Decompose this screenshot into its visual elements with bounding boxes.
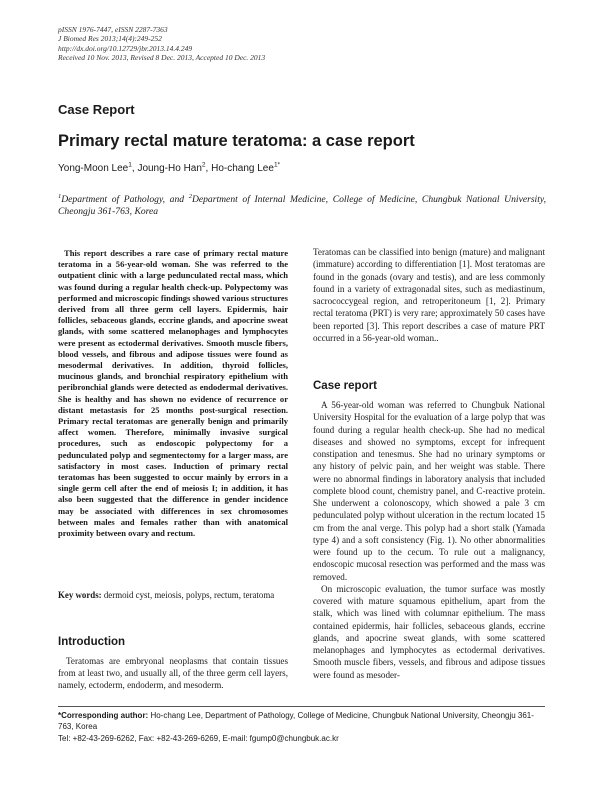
doi-link[interactable]: http://dx.doi.org/10.12729/jbr.2013.14.4.249 <box>58 43 193 53</box>
abstract: This report describes a rare case of primary rectal mature teratoma in a 56-year-old woman. She was referred to the outpatient clinic with a large pedunculated rectal mass, which was found during a regular health check-up. Polypectomy was performed and microscopic findings showed various structures derived from all three germ cell layers. Epidermis, hair follicles, sebaceous glands, eccrine glands, and apocrine sweat glands, with some scattered melanophages and lymphocytes were present as ectodermal derivatives. Smooth muscle fibers, blood vessels, and fibrous and adipose tissues were found as mesodermal derivatives. In addition, thyroid follicles, mucinous glands, and bronchial respiratory epithelium with peribronchial glands were detected as endodermal derivatives. She is healthy and has shown no evidence of recurrence or distant metastasis for 25 months post-surgical resection. Primary rectal teratomas are generally benign and primarily affect women. Therefore, minimally invasive surgical procedures, such as endoscopic polypectomy for a pedunculated polyp and segmentectomy for a larger mass, are satisfactory in most cases. Induction of primary rectal teratomas has been suggested to occur mainly by errors in a single germ cell after the end of meiosis I; in addition, it has also been suggested that the difference in gender incidence may be associated with differences in sex chromosomes between males and females rather than with anatomical proximity between ovary and rectum. <box>58 248 288 539</box>
author-sup: 1 <box>128 161 132 169</box>
author-sup: 2 <box>201 161 206 169</box>
author-separator: , <box>131 163 138 174</box>
case-report-heading: Case report <box>313 380 377 392</box>
corresponding-author <box>58 710 548 744</box>
introduction-right-text: Teratomas can be classified into benign (mature) and malignant (immature) according to differentiation [1]. Most teratomas are found in the gonads (ovary and testis), and are less commonly found in a variety of extragonadal sites, such as mediastinum, sacrococcygeal region, and retroperitoneum [1, 2]. Primary rectal teratoma (PRT) is very rare; approximately 50 cases have been reported [3]. This report describes a case of mature PRT occurred in a 56-year-old woman.. <box>313 247 545 343</box>
keywords-text: dermoid cyst, meiosis, polyps, rectum, teratoma <box>101 590 275 600</box>
author-name: Yong-Moon Lee <box>58 163 129 174</box>
affil-sup: 2 <box>188 192 192 200</box>
author-name: Joung-Ho Han <box>137 163 202 174</box>
footer-divider <box>58 706 545 707</box>
affil-sup: 1 <box>58 192 62 200</box>
author-separator: , <box>205 163 212 174</box>
dates-line: Received 10 Nov. 2013, Revised 8 Dec. 2013, Accepted 10 Dec. 2013 <box>58 52 266 62</box>
journal-citation: J Biomed Res 2013;14(4):249-252 <box>58 34 162 44</box>
paper-title: Primary rectal mature teratoma: a case report <box>58 132 415 150</box>
issn-line: pISSN 1976-7447, eISSN 2287-7363 <box>58 25 168 34</box>
introduction-left-text: Teratomas are embryonal neoplasms that contain tissues from at least two, and usually all, of the three germ cell layers, namely, ectoderm, endoderm, and mesoderm. <box>58 656 288 691</box>
case-report-paragraph: A 56-year-old woman was referred to Chungbuk National University Hospital for the evaluation of a large polyp that was found during a regular health check-up. She had no medical diseases and showed no symptoms, except for infrequent constipation and tenesmus. She had no urinary symptoms or any history of pelvic pain, and her weight was stable. There were no abnormal findings in laboratory analysis that included complete blood count, chemistry panel, and C-reactive protein. She underwent a colonoscopy, which showed a pale 3 cm pedunculated polyp without ulceration in the rectum located 15 cm from the anal verge. This polyp had a short stalk (Yamada type 4) and a soft consistency (Fig. 1). No other abnormalities were found up to the cecum. To rule out a malignancy, endoscopic mucosal resection was performed and the mass was removed. <box>313 400 545 582</box>
affil-text: Department of Internal Medicine, College of Medicine, Chungbuk National University, Cheongju 361-763, Korea <box>58 194 547 217</box>
introduction-heading: Introduction <box>58 636 126 648</box>
author-sup: 1* <box>273 161 281 169</box>
footer-label: *Corresponding author: <box>58 711 149 720</box>
footer-contact: Tel: +82-43-269-6262, Fax: +82-43-269-6269, E-mail: fgump0@chungbuk.ac.kr <box>58 733 339 743</box>
affiliation <box>58 194 546 217</box>
journal-meta <box>58 25 265 62</box>
article-type: Case Report <box>58 102 135 117</box>
case-report-paragraph: On microscopic evaluation, the tumor surface was mostly covered with mature squamous epithelium, apart from the stalk, which was lined with columnar epithelium. The mass contained epidermis, hair follicles, sebaceous glands, eccrine glands, and apocrine sweat glands, with some scattered melanophages and lymphocytes as ectodermal derivatives. Smooth muscle fibers, vessels, and fibrous and adipose tissues were found as mesoder- <box>313 583 545 680</box>
case-report-body <box>313 399 545 681</box>
author-name: Ho-chang Lee <box>211 163 274 174</box>
footer-text: Ho-chang Lee, Department of Pathology, College of Medicine, Chungbuk National University, Cheongju 361-763, Korea <box>58 711 534 732</box>
footer-line <box>58 710 548 733</box>
keywords-label: Key words: <box>58 590 102 600</box>
introduction-right-col <box>313 246 545 344</box>
keywords <box>58 590 288 601</box>
author-list <box>58 163 280 174</box>
affil-text: Department of Pathology, and <box>61 194 189 205</box>
